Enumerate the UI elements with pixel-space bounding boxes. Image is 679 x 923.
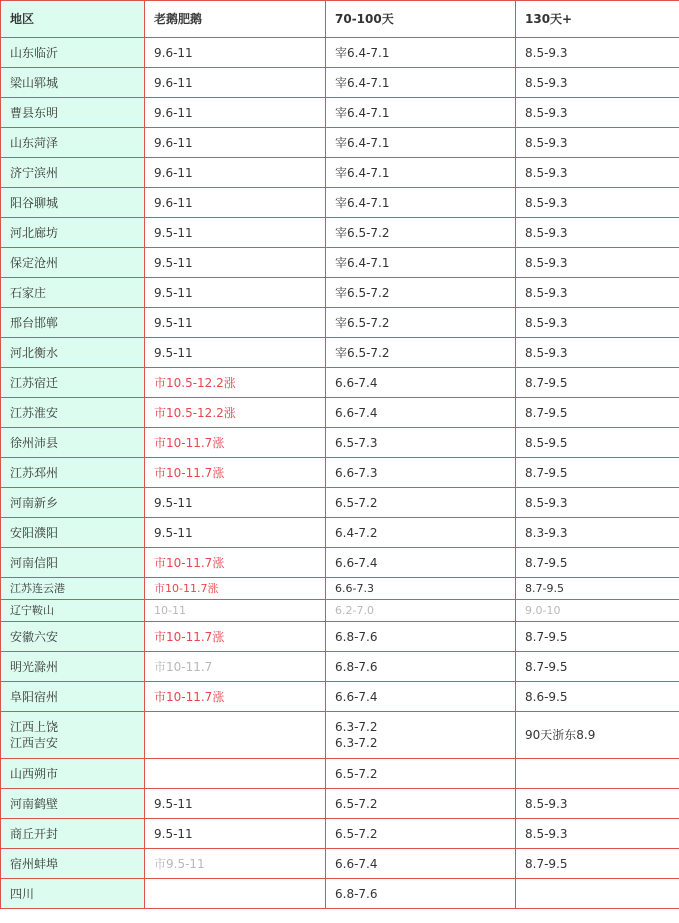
- price-130: 8.5-9.3: [516, 68, 679, 98]
- header-130-days: 130天+: [516, 1, 679, 38]
- table-row: [1, 368, 679, 398]
- price-70-100: 6.5-7.2: [326, 759, 516, 789]
- region-cell: 河北衡水: [1, 338, 145, 368]
- old-goose-price: 市10-11.7: [145, 652, 326, 682]
- table-row: [1, 278, 679, 308]
- price-70-100: 宰6.4-7.1: [326, 188, 516, 218]
- price-line: 6.3-7.2: [335, 720, 378, 734]
- old-goose-price: 市10-11.7涨: [145, 548, 326, 578]
- region-cell: 保定沧州: [1, 248, 145, 278]
- table-row: [1, 398, 679, 428]
- price-130: 8.7-9.5: [516, 622, 679, 652]
- old-goose-price: 9.5-11: [145, 819, 326, 849]
- table-row: [1, 548, 679, 578]
- price-70-100: 宰6.4-7.1: [326, 38, 516, 68]
- price-130: 8.5-9.3: [516, 789, 679, 819]
- region-cell: 阜阳宿州: [1, 682, 145, 712]
- price-130: 8.7-9.5: [516, 368, 679, 398]
- price-130: 8.7-9.5: [516, 458, 679, 488]
- price-130: [516, 879, 679, 909]
- region-cell: 江苏连云港: [1, 578, 145, 600]
- table-row: [1, 712, 679, 759]
- old-goose-price: 9.5-11: [145, 248, 326, 278]
- table-row: [1, 188, 679, 218]
- price-130: 8.7-9.5: [516, 652, 679, 682]
- region-cell: 济宁滨州: [1, 158, 145, 188]
- price-70-100: 6.4-7.2: [326, 518, 516, 548]
- price-130: 8.5-9.3: [516, 188, 679, 218]
- price-70-100: 6.6-7.3: [326, 458, 516, 488]
- header-region: 地区: [1, 1, 145, 38]
- region-cell: 河南信阳: [1, 548, 145, 578]
- table-row: [1, 652, 679, 682]
- table-row: [1, 682, 679, 712]
- header-70-100-days: 70-100天: [326, 1, 516, 38]
- region-cell: 河北廊坊: [1, 218, 145, 248]
- price-70-100: 宰6.4-7.1: [326, 98, 516, 128]
- price-130: [516, 759, 679, 789]
- old-goose-price: 9.5-11: [145, 308, 326, 338]
- price-130: 8.7-9.5: [516, 578, 679, 600]
- price-line: 6.3-7.2: [335, 736, 378, 750]
- old-goose-price: 9.6-11: [145, 128, 326, 158]
- table-row: [1, 38, 679, 68]
- price-130: 8.7-9.5: [516, 849, 679, 879]
- table-row: [1, 128, 679, 158]
- region-cell: 邢台邯郸: [1, 308, 145, 338]
- table-row: [1, 98, 679, 128]
- table-row: [1, 622, 679, 652]
- old-goose-price: 9.6-11: [145, 38, 326, 68]
- header-row: [1, 1, 679, 38]
- table-row: [1, 600, 679, 622]
- table-row: [1, 819, 679, 849]
- old-goose-price: 9.5-11: [145, 789, 326, 819]
- price-130: 8.5-9.5: [516, 428, 679, 458]
- region-line: 江西上饶: [10, 720, 59, 734]
- price-70-100: 宰6.4-7.1: [326, 68, 516, 98]
- price-130: 8.5-9.3: [516, 158, 679, 188]
- region-cell: [1, 712, 145, 759]
- price-70-100: 宰6.4-7.1: [326, 128, 516, 158]
- price-70-100: 6.2-7.0: [326, 600, 516, 622]
- header-old-goose: 老鹅肥鹅: [145, 1, 326, 38]
- old-goose-price: 市10-11.7涨: [145, 428, 326, 458]
- price-70-100: 6.6-7.4: [326, 682, 516, 712]
- region-cell: 江苏宿迁: [1, 368, 145, 398]
- price-130: 90天浙东8.9: [516, 712, 679, 759]
- price-70-100: 宰6.5-7.2: [326, 308, 516, 338]
- region-cell: 宿州蚌埠: [1, 849, 145, 879]
- price-130: 9.0-10: [516, 600, 679, 622]
- price-70-100: 宰6.5-7.2: [326, 218, 516, 248]
- table-row: [1, 458, 679, 488]
- table-row: [1, 759, 679, 789]
- price-70-100: [326, 712, 516, 759]
- old-goose-price: [145, 712, 326, 759]
- price-70-100: 6.8-7.6: [326, 652, 516, 682]
- old-goose-price: [145, 759, 326, 789]
- table-row: [1, 879, 679, 909]
- price-70-100: 6.6-7.4: [326, 849, 516, 879]
- price-130: 8.5-9.3: [516, 128, 679, 158]
- region-cell: 商丘开封: [1, 819, 145, 849]
- old-goose-price: 市10.5-12.2涨: [145, 368, 326, 398]
- old-goose-price: 市10.5-12.2涨: [145, 398, 326, 428]
- price-70-100: 6.8-7.6: [326, 879, 516, 909]
- table-row: [1, 849, 679, 879]
- old-goose-price: 9.5-11: [145, 278, 326, 308]
- region-cell: 山西朔市: [1, 759, 145, 789]
- old-goose-price: 9.6-11: [145, 158, 326, 188]
- price-130: 8.7-9.5: [516, 398, 679, 428]
- region-cell: 江苏淮安: [1, 398, 145, 428]
- price-70-100: 6.5-7.2: [326, 819, 516, 849]
- price-130: 8.5-9.3: [516, 819, 679, 849]
- old-goose-price: 市10-11.7涨: [145, 578, 326, 600]
- old-goose-price: 市9.5-11: [145, 849, 326, 879]
- region-cell: 曹县东明: [1, 98, 145, 128]
- table-row: [1, 308, 679, 338]
- price-130: 8.5-9.3: [516, 248, 679, 278]
- price-70-100: 6.6-7.4: [326, 548, 516, 578]
- price-130: 8.5-9.3: [516, 338, 679, 368]
- price-70-100: 6.6-7.3: [326, 578, 516, 600]
- price-130: 8.6-9.5: [516, 682, 679, 712]
- price-70-100: 宰6.5-7.2: [326, 278, 516, 308]
- region-line: 江西吉安: [10, 736, 59, 750]
- region-cell: 徐州沛县: [1, 428, 145, 458]
- table-row: [1, 488, 679, 518]
- price-130: 8.5-9.3: [516, 218, 679, 248]
- old-goose-price: 9.6-11: [145, 98, 326, 128]
- price-70-100: 6.5-7.2: [326, 488, 516, 518]
- price-130: 8.7-9.5: [516, 548, 679, 578]
- price-130: 8.5-9.3: [516, 38, 679, 68]
- table-row: [1, 218, 679, 248]
- table-row: [1, 428, 679, 458]
- old-goose-price: [145, 879, 326, 909]
- table-row: [1, 68, 679, 98]
- old-goose-price: 市10-11.7涨: [145, 682, 326, 712]
- region-cell: 四川: [1, 879, 145, 909]
- table-row: [1, 158, 679, 188]
- region-cell: 梁山郓城: [1, 68, 145, 98]
- price-70-100: 6.6-7.4: [326, 398, 516, 428]
- table-row: [1, 578, 679, 600]
- region-cell: 阳谷聊城: [1, 188, 145, 218]
- price-70-100: 宰6.4-7.1: [326, 158, 516, 188]
- region-cell: 河南新乡: [1, 488, 145, 518]
- price-70-100: 6.5-7.3: [326, 428, 516, 458]
- old-goose-price: 9.6-11: [145, 188, 326, 218]
- region-cell: 山东菏泽: [1, 128, 145, 158]
- price-130: 8.5-9.3: [516, 98, 679, 128]
- price-70-100: 宰6.5-7.2: [326, 338, 516, 368]
- table-row: [1, 248, 679, 278]
- price-70-100: 6.5-7.2: [326, 789, 516, 819]
- price-130: 8.5-9.3: [516, 308, 679, 338]
- old-goose-price: 9.5-11: [145, 338, 326, 368]
- region-cell: 辽宁鞍山: [1, 600, 145, 622]
- region-cell: 安徽六安: [1, 622, 145, 652]
- price-130: 8.5-9.3: [516, 488, 679, 518]
- region-cell: 河南鹤壁: [1, 789, 145, 819]
- old-goose-price: 9.5-11: [145, 218, 326, 248]
- old-goose-price: 市10-11.7涨: [145, 458, 326, 488]
- old-goose-price: 10-11: [145, 600, 326, 622]
- old-goose-price: 9.6-11: [145, 68, 326, 98]
- old-goose-price: 市10-11.7涨: [145, 622, 326, 652]
- region-cell: 山东临沂: [1, 38, 145, 68]
- price-70-100: 6.6-7.4: [326, 368, 516, 398]
- region-cell: 石家庄: [1, 278, 145, 308]
- table-row: [1, 338, 679, 368]
- old-goose-price: 9.5-11: [145, 518, 326, 548]
- price-70-100: 宰6.4-7.1: [326, 248, 516, 278]
- price-130: 8.5-9.3: [516, 278, 679, 308]
- price-70-100: 6.8-7.6: [326, 622, 516, 652]
- table-row: [1, 789, 679, 819]
- old-goose-price: 9.5-11: [145, 488, 326, 518]
- region-cell: 明光滁州: [1, 652, 145, 682]
- table-row: [1, 518, 679, 548]
- region-cell: 江苏邳州: [1, 458, 145, 488]
- price-130: 8.3-9.3: [516, 518, 679, 548]
- region-cell: 安阳濮阳: [1, 518, 145, 548]
